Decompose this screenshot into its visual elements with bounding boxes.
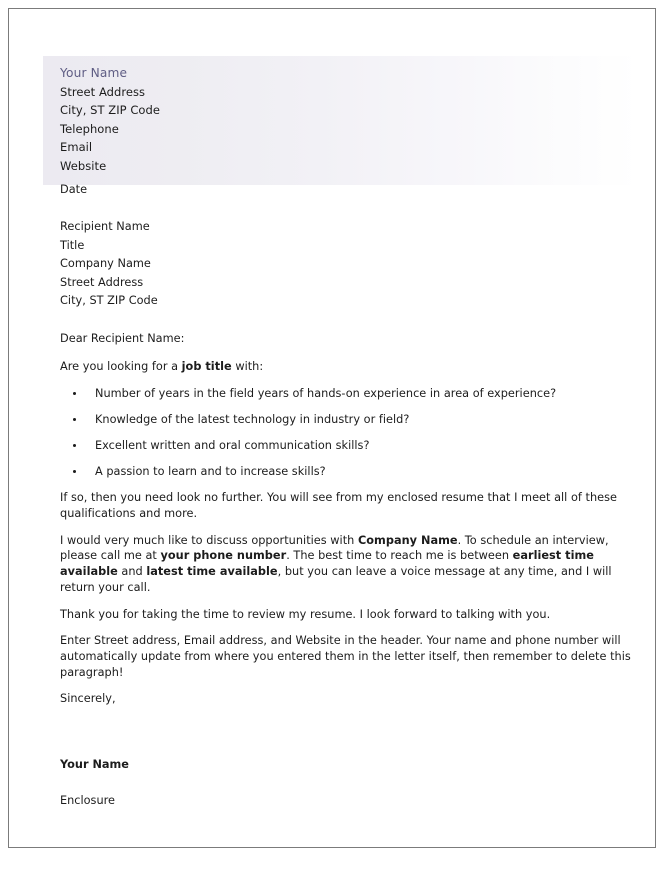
discuss-bold-earliest-time: earliest time available — [60, 549, 594, 579]
opening-after: with: — [231, 359, 264, 373]
letterhead-website: Website — [60, 158, 107, 173]
opening-bold-job-title: job title — [181, 359, 232, 373]
recipient-title: Title — [60, 238, 85, 252]
paragraph-if-so: If so, then you need look no further. You will see from my enclosed resume that I meet all of these qualifications and more. — [60, 491, 617, 521]
letter-body — [60, 181, 635, 809]
letterhead-telephone: Telephone — [60, 121, 119, 136]
recipient-name: Recipient Name — [60, 220, 150, 234]
discuss-part-1: I would very much like to discuss opportunities with — [60, 533, 358, 547]
discuss-part-5: , but you can leave a voice message at any time, and I will return your call. — [60, 565, 612, 594]
letterhead-block — [43, 56, 656, 185]
spacer-after-date — [60, 199, 635, 218]
letterhead-name: Your Name — [60, 66, 128, 80]
discuss-part-2: . To schedule an interview, please call me at — [60, 533, 609, 563]
discuss-part-4: and — [117, 565, 147, 579]
letterhead-email: Email — [60, 140, 93, 155]
list-item: Knowledge of the latest technology in industry or field? — [60, 412, 635, 428]
signature-space — [60, 718, 635, 757]
recipient-street-address: Street Address — [60, 275, 144, 289]
spacer-after-recipient — [60, 310, 635, 330]
paragraph-thank-you: Thank you for taking the time to review my resume. I look forward to talking with you. — [60, 607, 551, 621]
opening-before: Are you looking for a — [60, 359, 182, 373]
letter-page — [8, 8, 656, 848]
discuss-bold-latest-time: latest time available — [146, 565, 278, 579]
recipient-city-state-zip: City, ST ZIP Code — [60, 294, 158, 308]
opening-line — [60, 359, 635, 375]
closing-line: Sincerely, — [60, 692, 116, 706]
paragraph-instructions: Enter Street address, Email address, and Website in the header. Your name and phone number will automatically update from where you entered them in the letter itself, then remember to delete this paragraph! — [60, 634, 631, 679]
enclosure-line: Enclosure — [60, 793, 115, 807]
qualifications-list — [60, 386, 635, 480]
discuss-bold-company-name: Company Name — [357, 533, 458, 547]
discuss-bold-phone-number: your phone number — [160, 549, 287, 563]
letterhead-city-state-zip: City, ST ZIP Code — [60, 103, 160, 118]
date-line: Date — [60, 183, 88, 196]
recipient-company: Company Name — [60, 257, 151, 271]
discuss-part-3: . The best time to reach me is between — [286, 549, 513, 563]
signature-name: Your Name — [60, 758, 129, 772]
spacer-before-enclosure — [60, 773, 635, 793]
letterhead-street-address: Street Address — [60, 85, 146, 99]
paragraph-discuss-opportunities — [60, 533, 635, 596]
salutation: Dear Recipient Name: — [60, 332, 185, 346]
list-item: A passion to learn and to increase skills? — [60, 464, 635, 480]
spacer-after-salutation — [60, 349, 635, 359]
list-item: Excellent written and oral communication skills? — [60, 438, 635, 454]
list-item: Number of years in the field years of hands-on experience in area of experience? — [60, 386, 635, 402]
